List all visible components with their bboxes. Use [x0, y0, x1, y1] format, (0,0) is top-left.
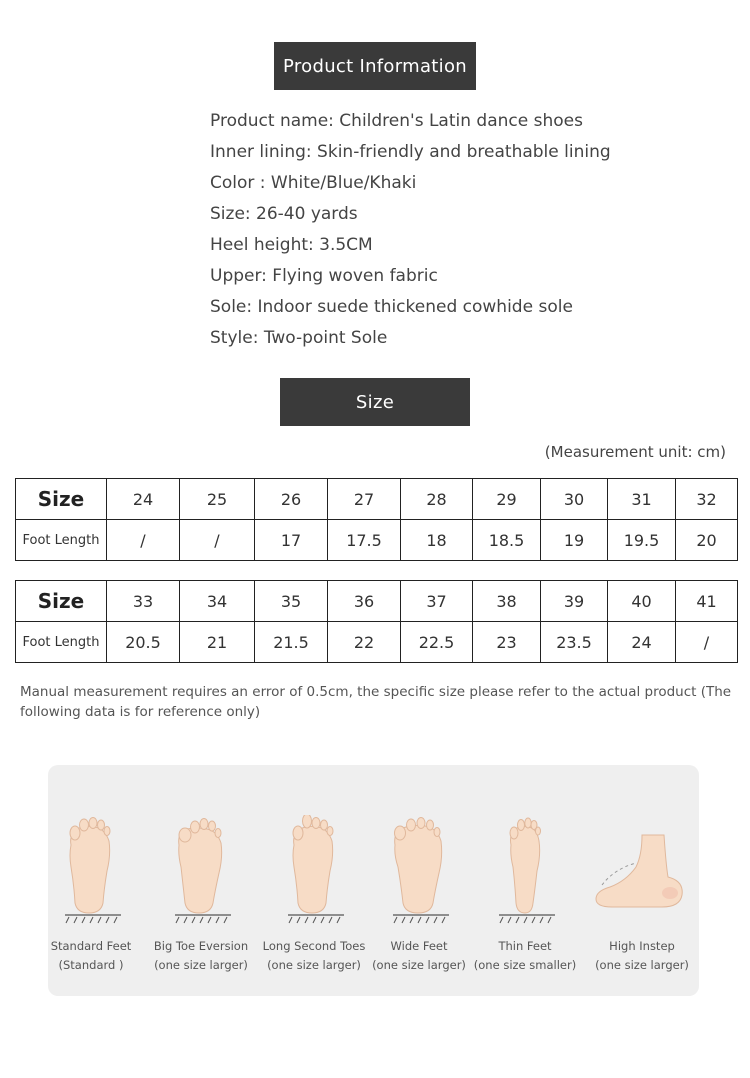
foot-type-advice: (one size larger) — [372, 958, 466, 972]
foot-type-advice: (one size smaller) — [473, 958, 577, 972]
foot-length-cell: / — [676, 622, 738, 663]
foot-length-cell: 22.5 — [401, 622, 473, 663]
foot-length-cell: 22 — [328, 622, 401, 663]
product-information-banner — [274, 42, 476, 90]
foot-type-advice: (one size larger) — [267, 958, 361, 972]
size-cell: 36 — [328, 581, 401, 622]
high-instep-icon — [592, 815, 692, 925]
foot-length-cell: 18.5 — [473, 520, 541, 561]
size-cell: 38 — [473, 581, 541, 622]
heel-height-line: Heel height: 3.5CM — [210, 235, 373, 255]
foot-length-cell: 18 — [401, 520, 473, 561]
size-cell: 27 — [328, 479, 401, 520]
size-row — [16, 479, 738, 520]
foot-type-label — [461, 937, 589, 975]
size-cell: 25 — [180, 479, 255, 520]
foot-length-cell: / — [107, 520, 180, 561]
measurement-unit-note: (Measurement unit: cm) — [544, 443, 726, 461]
size-row — [16, 581, 738, 622]
size-banner — [280, 378, 470, 426]
foot-length-cell: 20 — [676, 520, 738, 561]
size-cell: 37 — [401, 581, 473, 622]
foot-length-cell: / — [180, 520, 255, 561]
size-cell: 33 — [107, 581, 180, 622]
size-cell: 40 — [608, 581, 676, 622]
inner-lining-line: Inner lining: Skin-friendly and breathable lining — [210, 142, 611, 162]
size-cell: 31 — [608, 479, 676, 520]
product-info-list — [210, 106, 611, 354]
foot-length-cell: 17 — [255, 520, 328, 561]
size-cell: 41 — [676, 581, 738, 622]
foot-length-cell: 23 — [473, 622, 541, 663]
foot-type-advice: (one size larger) — [595, 958, 689, 972]
foot-type-name: Standard Feet — [50, 939, 132, 953]
size-cell: 30 — [541, 479, 608, 520]
size-cell: 39 — [541, 581, 608, 622]
foot-length-cell: 20.5 — [107, 622, 180, 663]
wide-foot-icon — [369, 815, 469, 925]
size-title: Size — [355, 391, 395, 413]
foot-type-advice: (one size larger) — [154, 958, 248, 972]
thin-foot-icon — [475, 815, 575, 925]
size-cell: 29 — [473, 479, 541, 520]
foot-type-label — [578, 937, 706, 975]
foot-type-standard — [33, 765, 149, 996]
big-toe-foot-icon — [151, 815, 251, 925]
foot-type-label — [27, 937, 155, 975]
size-cell: 24 — [107, 479, 180, 520]
foot-type-label — [137, 937, 265, 975]
foot-type-wide — [361, 765, 477, 996]
color-line: Color : White/Blue/Khaki — [210, 173, 417, 193]
foot-length-header-cell: Foot Length — [16, 622, 107, 663]
size-cell: 32 — [676, 479, 738, 520]
size-header-cell: Size — [16, 581, 107, 622]
size-chart-table-2 — [15, 580, 738, 663]
foot-type-name: High Instep — [609, 939, 675, 953]
foot-type-name: Wide Feet — [390, 939, 448, 953]
foot-type-thin — [467, 765, 583, 996]
long-second-toe-foot-icon — [264, 815, 364, 925]
foot-length-row — [16, 622, 738, 663]
upper-line: Upper: Flying woven fabric — [210, 266, 438, 286]
size-cell: 26 — [255, 479, 328, 520]
foot-length-cell: 21 — [180, 622, 255, 663]
size-cell: 34 — [180, 581, 255, 622]
foot-types-panel — [48, 765, 699, 996]
foot-length-cell: 17.5 — [328, 520, 401, 561]
sole-line: Sole: Indoor suede thickened cowhide sole — [210, 297, 573, 317]
foot-length-header-cell: Foot Length — [16, 520, 107, 561]
foot-length-cell: 19.5 — [608, 520, 676, 561]
foot-type-advice: (Standard ) — [58, 958, 124, 972]
foot-type-name: Big Toe Eversion — [153, 939, 249, 953]
foot-type-big-toe — [143, 765, 259, 996]
standard-foot-icon — [41, 815, 141, 925]
product-name-line: Product name: Children's Latin dance shoes — [210, 111, 583, 131]
size-chart-table-1 — [15, 478, 738, 561]
style-line: Style: Two-point Sole — [210, 328, 388, 348]
product-information-title: Product Information — [283, 55, 467, 77]
foot-length-cell: 21.5 — [255, 622, 328, 663]
foot-type-name: Thin Feet — [498, 939, 552, 953]
foot-length-row — [16, 520, 738, 561]
foot-length-cell: 24 — [608, 622, 676, 663]
foot-length-cell: 19 — [541, 520, 608, 561]
measurement-note: Manual measurement requires an error of 0.5cm, the specific size please refer to the actual product (The following data is for reference only) — [20, 684, 732, 720]
size-cell: 28 — [401, 479, 473, 520]
size-range-line: Size: 26-40 yards — [210, 204, 358, 224]
size-header-cell: Size — [16, 479, 107, 520]
size-cell: 35 — [255, 581, 328, 622]
foot-length-cell: 23.5 — [541, 622, 608, 663]
foot-type-high-instep — [584, 765, 700, 996]
foot-type-name: Long Second Toes — [262, 939, 366, 953]
